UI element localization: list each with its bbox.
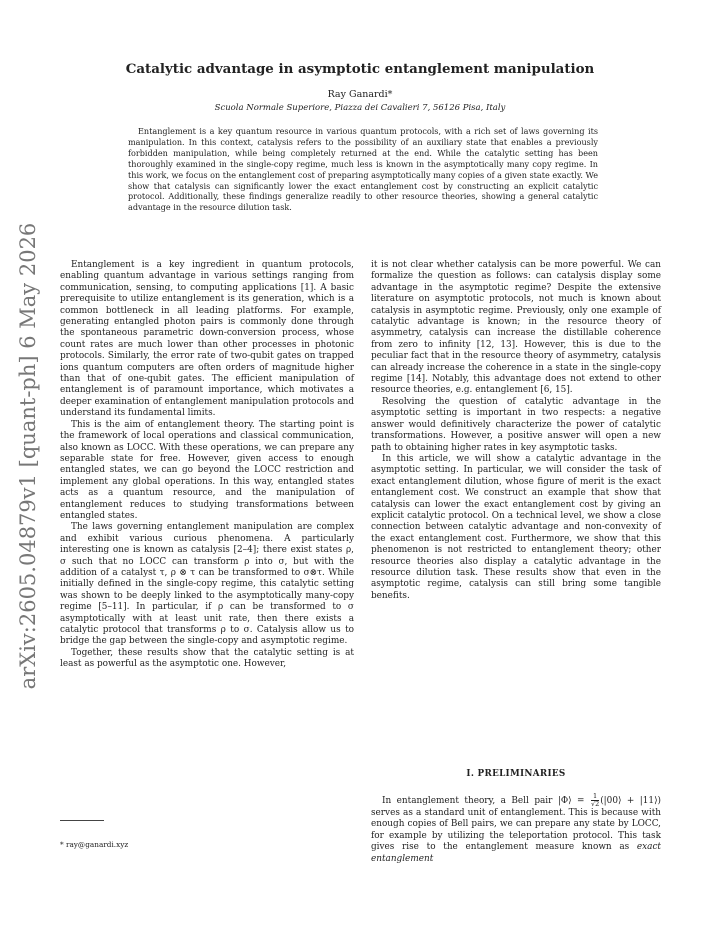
footnote-rule [60,820,104,821]
body-paragraph [371,793,661,865]
body-paragraph: The laws governing entanglement manipulation are complex and exhibit various curious phenomena. A particularly interesting one is known as catalysis [2–4]; there exist states ρ, σ such that no LOCC can transform ρ into σ, but with the addition of a catalyst τ, ρ ⊗ τ can be transformed to σ⊗τ. While initially defined in the single-copy regime, this catalytic setting was shown to be deeply linked to the asymptotically many-copy regime [5–11]. In particular, if ρ can be transformed to σ asymptotically with at least unit rate, then there exists a catalytic protocol that transforms ρ to σ. Catalysis allow us to bridge the gap between the single-copy and asymptotic regime. [60,522,354,647]
body-paragraph: it is not clear whether catalysis can be more powerful. We can formalize the question as follows: can catalysis display some advantage in the asymptotic regime? Despite the extensive literature on asymptotic protocols, not much is known about catalysis in asymptotic regime. Previously, only one example of catalytic advantage is known; in the resource theory of asymmetry, catalysis can increase the distillable coherence from zero to infinity [12, 13]. However, this is due to the peculiar fact that in the resource theory of asymmetry, catalysis can already increase the coherence in a state in the single-copy regime [14]. Notably, this advantage does not extend to other resource theories, e.g. entanglement [6, 15]. [371,260,661,396]
author-name: Ray Ganardi* [327,89,393,100]
author-affiliation: Scuola Normale Superiore, Piazza dei Cavalieri 7, 56126 Pisa, Italy [214,103,506,113]
body-paragraph: Entanglement is a key ingredient in quantum protocols, enabling quantum advantage in various settings ranging from communication, sensing, to computing applications [1]. A basic prerequisite to utilize entanglement is its generation, which is a common bottleneck in all leading platforms. For example, generating entangled photon pairs is commonly done through the spontaneous parametric down-conversion process, whose count rates are much lower than other processes in photonic protocols. Similarly, the error rate of two-qubit gates on trapped ions quantum computers are often orders of magnitude higher than that of one-qubit gates. The efficient manipulation of entanglement is of paramount importance, which motivates a deeper examination of entanglement manipulation protocols and understand its fundamental limits. [60,260,354,419]
abstract: Entanglement is a key quantum resource in various quantum protocols, with a rich set of laws governing its manipulation. In this context, catalysis refers to the possibility of an auxiliary state that enables a previously forbidden manipulation, while being completely returned at the end. While the catalytic setting has been thoroughly examined in the single-copy regime, much less is known in the asymptotically many copy regime. In this work, we focus on the entanglement cost of preparing asymptotically many copies of a given state exactly. We show that catalysis can significantly lower the exact entanglement cost by constructing an explicit catalytic protocol. Additionally, these findings generalize readily to other resource theories, showing a general catalytic advantage in the resource dilution task. [128,126,598,213]
emphasized-term: exact entanglement [371,842,661,864]
section-heading: I. PRELIMINARIES [466,769,566,779]
paper-title: Catalytic advantage in asymptotic entanglement manipulation [125,61,595,77]
bell-state-formula: (|00⟩ + |11⟩) [600,796,661,806]
fraction-one-over-sqrt2: $\frac{1}{√2}$ [590,792,600,808]
body-paragraph: In this article, we will show a catalytic advantage in the asymptotic setting. In particular, we will consider the task of exact entanglement dilution, whose figure of merit is the exact entanglement cost. We construct an example that show that catalysis can lower the exact entanglement cost by giving an explicit catalytic protocol. On a technical level, we show a close connection between catalytic advantage and non-convexity of the exact entanglement cost. Furthermore, we show that this phenomenon is not restricted to entanglement theory; other resource theories also display a catalytic advantage in the resource dilution task. These results show that even in the asymptotic regime, catalysis can still bring some tangible benefits. [371,453,661,601]
body-paragraph: This is the aim of entanglement theory. The starting point is the framework of local operations and classical communication, also known as LOCC. With these operations, we can prepare any separable state for free. However, given access to enough entangled states, we can go beyond the LOCC restriction and implement any global operations. In this way, entangled states acts as a quantum resource, and the manipulation of entanglement reduces to studying transformations between entangled states. [60,419,354,521]
arxiv-identifier-stamp: arXiv:2605.04879v1 [quant-ph] 6 May 2026 [16,222,40,690]
body-paragraph: Resolving the question of catalytic advantage in the asymptotic setting is important in two respects: a negative answer would definitively characterize the power of catalytic transformations. However, a positive answer will open a new path to obtaining higher rates in key asymptotic tasks. [371,396,661,453]
left-column [60,260,354,671]
footnote-email: * ray@ganardi.xyz [60,840,129,849]
paragraph-start: In entanglement theory, a Bell pair |Φ⟩ = [382,796,590,806]
paragraph-continuation: serves as a standard unit of entanglement. This is because with enough copies of Bell pairs, we can prepare any state by LOCC, for example by utilizing the teleportation protocol. This task gives rise to the entanglement measure known as [371,808,661,853]
body-paragraph: Together, these results show that the catalytic setting is at least as powerful as the asymptotic one. However, [60,647,354,670]
section-paragraph [371,793,661,865]
right-column [371,260,661,602]
